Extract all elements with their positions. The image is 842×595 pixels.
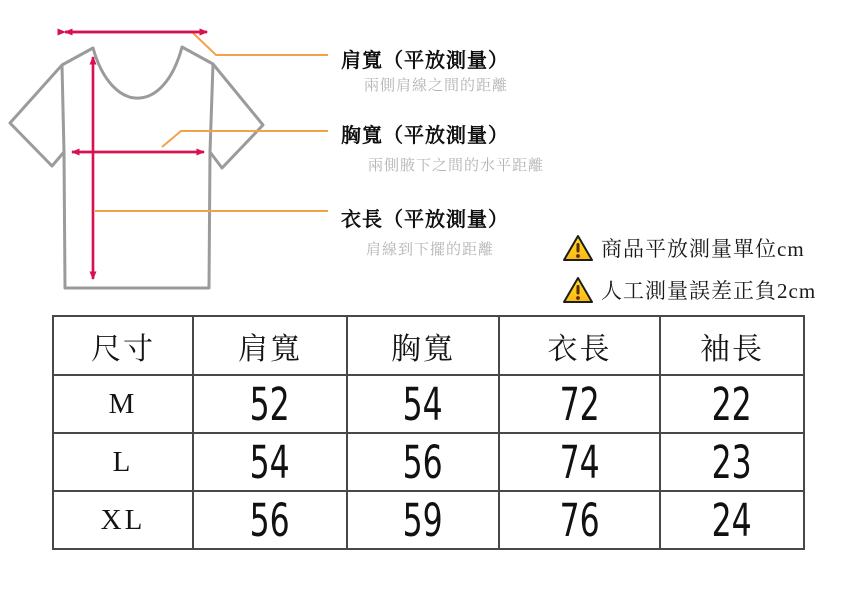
measurement-desc-length: 肩線到下擺的距離 <box>366 242 495 258</box>
left-body-seam <box>62 65 64 152</box>
measurement-title-length: 衣長（平放測量） <box>341 209 509 231</box>
value-cell: 22 <box>711 377 753 431</box>
table-row-l <box>53 433 804 491</box>
header-cell-length: 衣長 <box>499 316 660 375</box>
warning-note-units <box>563 231 805 265</box>
value-cell: 56 <box>249 493 291 547</box>
size-cell: L <box>112 445 134 478</box>
header-cell-sleeve: 袖長 <box>660 316 804 375</box>
shoulder-callout-line <box>193 33 328 55</box>
value-cell: 76 <box>559 493 600 547</box>
size-cell: XL <box>100 503 146 536</box>
value-cell: 23 <box>711 435 753 489</box>
table-row-m <box>53 375 804 433</box>
value-cell: 74 <box>559 435 600 489</box>
tshirt-outline <box>10 47 263 288</box>
table-row-xl <box>53 491 804 549</box>
value-cell: 72 <box>559 377 600 431</box>
header-cell-chest: 胸寬 <box>347 316 499 375</box>
tshirt-diagram <box>0 0 330 310</box>
size-table-header-row <box>53 316 804 375</box>
warning-note-text: 人工測量誤差正負2cm <box>601 279 817 303</box>
value-cell: 54 <box>402 377 444 431</box>
measurement-title-shoulder: 肩寬（平放測量） <box>341 50 509 72</box>
warning-note-tolerance <box>563 273 816 307</box>
measurement-desc-chest: 兩側腋下之間的水平距離 <box>368 158 545 174</box>
value-cell: 52 <box>249 377 291 431</box>
warning-note-text: 商品平放測量單位cm <box>601 237 805 261</box>
header-cell-size: 尺寸 <box>53 316 193 375</box>
measurement-title-chest: 胸寬（平放測量） <box>341 125 509 147</box>
header-cell-shoulder: 肩寬 <box>193 316 347 375</box>
value-cell: 24 <box>711 493 753 547</box>
value-cell: 56 <box>402 435 444 489</box>
warning-triangle-icon <box>563 234 593 262</box>
size-cell: M <box>108 387 138 420</box>
value-cell: 59 <box>402 493 444 547</box>
value-cell: 54 <box>249 435 291 489</box>
size-table <box>52 315 805 550</box>
measurement-desc-shoulder: 兩側肩線之間的距離 <box>364 78 509 94</box>
warning-triangle-icon <box>563 276 593 304</box>
